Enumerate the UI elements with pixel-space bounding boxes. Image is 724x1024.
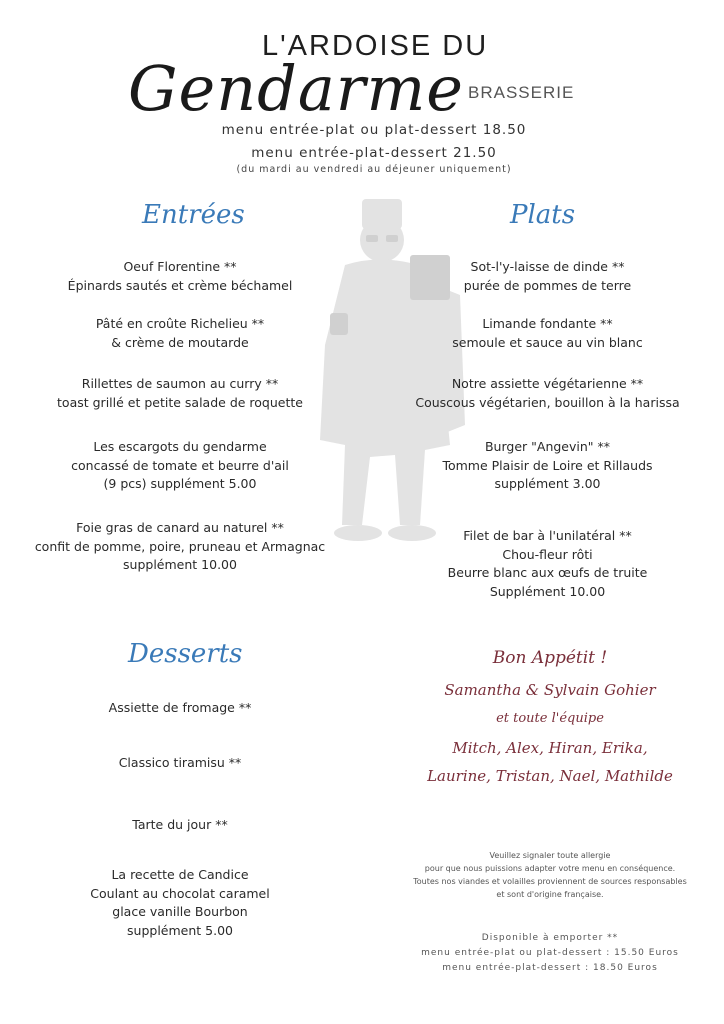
plat-item [385, 527, 710, 601]
entree-name: Les escargots du gendarme [93, 439, 267, 454]
dessert-item [20, 866, 340, 940]
desserts-title: Desserts [128, 639, 243, 669]
plat-supplement: supplément 3.00 [494, 476, 601, 491]
plat-name: Sot-l'y-laisse de dinde ** [470, 259, 625, 274]
entree-description: & crème de moutarde [111, 334, 249, 350]
dessert-name: Classico tiramisu ** [118, 755, 242, 770]
plat-name: Notre assiette végétarienne ** [451, 376, 644, 391]
takeaway-price-1: menu entrée-plat ou plat-dessert : 15.50 Euros [421, 948, 679, 958]
plat-description: purée de pommes de terre [463, 277, 632, 293]
greeting-team: et toute l'équipe [496, 711, 604, 726]
menu-price-line-1: menu entrée-plat ou plat-dessert 18.50 [221, 122, 527, 138]
takeaway-info [385, 931, 715, 976]
entree-item [20, 375, 340, 412]
entree-description: Épinards sautés et crème béchamel [67, 277, 293, 293]
dessert-name: La recette de Candice [111, 867, 249, 882]
plat-description: Couscous végétarien, bouillon à la harissa [415, 394, 680, 410]
brand-title-top: L'ARDOISE DU [262, 30, 489, 62]
entree-description: toast grillé et petite salade de roquette [57, 394, 303, 410]
entree-supplement: (9 pcs) supplément 5.00 [103, 476, 257, 491]
allergy-line: pour que nous puissions adapter votre menu en conséquence. [424, 864, 676, 873]
entree-item [20, 519, 340, 575]
entree-name: Rillettes de saumon au curry ** [81, 376, 279, 391]
plat-supplement: Supplément 10.00 [489, 583, 606, 599]
plat-item [385, 315, 710, 352]
entree-item [20, 258, 340, 295]
plat-name: Limande fondante ** [482, 316, 613, 331]
plats-title: Plats [510, 200, 576, 230]
plat-item [385, 438, 710, 494]
entree-name: Pâté en croûte Richelieu ** [95, 316, 265, 331]
allergy-line: Veuillez signaler toute allergie [489, 851, 611, 860]
plat-item [385, 258, 710, 295]
dessert-name: Tarte du jour ** [132, 817, 228, 832]
greeting-bon-appetit: Bon Appétit ! [492, 648, 608, 668]
takeaway-heading: Disponible à emporter ** [481, 933, 619, 943]
plat-description: Tomme Plaisir de Loire et Rillauds [442, 457, 653, 473]
takeaway-price-2: menu entrée-plat-dessert : 18.50 Euros [442, 963, 658, 973]
plat-description: Beurre blanc aux œufs de truite [447, 565, 648, 580]
entree-supplement: supplément 10.00 [123, 557, 237, 572]
entree-name: Foie gras de canard au naturel ** [76, 520, 284, 535]
entree-description: concassé de tomate et beurre d'ail [71, 457, 289, 473]
menu-availability-note: (du mardi au vendredi au déjeuner uniquement) [236, 164, 512, 175]
allergy-notice [385, 849, 715, 901]
plat-description: semoule et sauce au vin blanc [452, 334, 643, 350]
dessert-name: Assiette de fromage ** [108, 700, 252, 715]
dessert-item [20, 816, 340, 835]
dessert-description: glace vanille Bourbon [112, 904, 248, 919]
allergy-line: Toutes nos viandes et volailles proviennent de sources responsables [413, 877, 687, 886]
dessert-item [20, 754, 340, 773]
plat-name: Burger "Angevin" ** [484, 439, 611, 454]
entree-description: confit de pomme, poire, pruneau et Armagnac [34, 538, 326, 554]
dessert-supplement: supplément 5.00 [127, 922, 233, 938]
plat-item [385, 375, 710, 412]
dessert-description: Coulant au chocolat caramel [90, 885, 270, 901]
greeting-owners: Samantha & Sylvain Gohier [444, 681, 656, 699]
entree-item [20, 315, 340, 352]
allergy-line: et sont d'origine française. [496, 890, 604, 899]
entree-name: Oeuf Florentine ** [123, 259, 237, 274]
plat-name: Filet de bar à l'unilatéral ** [463, 528, 632, 543]
plat-description: Chou-fleur rôti [502, 546, 593, 562]
greeting-staff-names-2: Laurine, Tristan, Nael, Mathilde [427, 767, 673, 785]
greeting-staff-names-1: Mitch, Alex, Hiran, Erika, [452, 739, 648, 757]
brand-subtitle: BRASSERIE [468, 83, 575, 102]
entrees-title: Entrées [142, 200, 245, 230]
dessert-item [20, 699, 340, 718]
brand-title-script: Gendarme [128, 52, 464, 125]
menu-price-line-2: menu entrée-plat-dessert 21.50 [251, 145, 497, 161]
entree-item [20, 438, 340, 494]
